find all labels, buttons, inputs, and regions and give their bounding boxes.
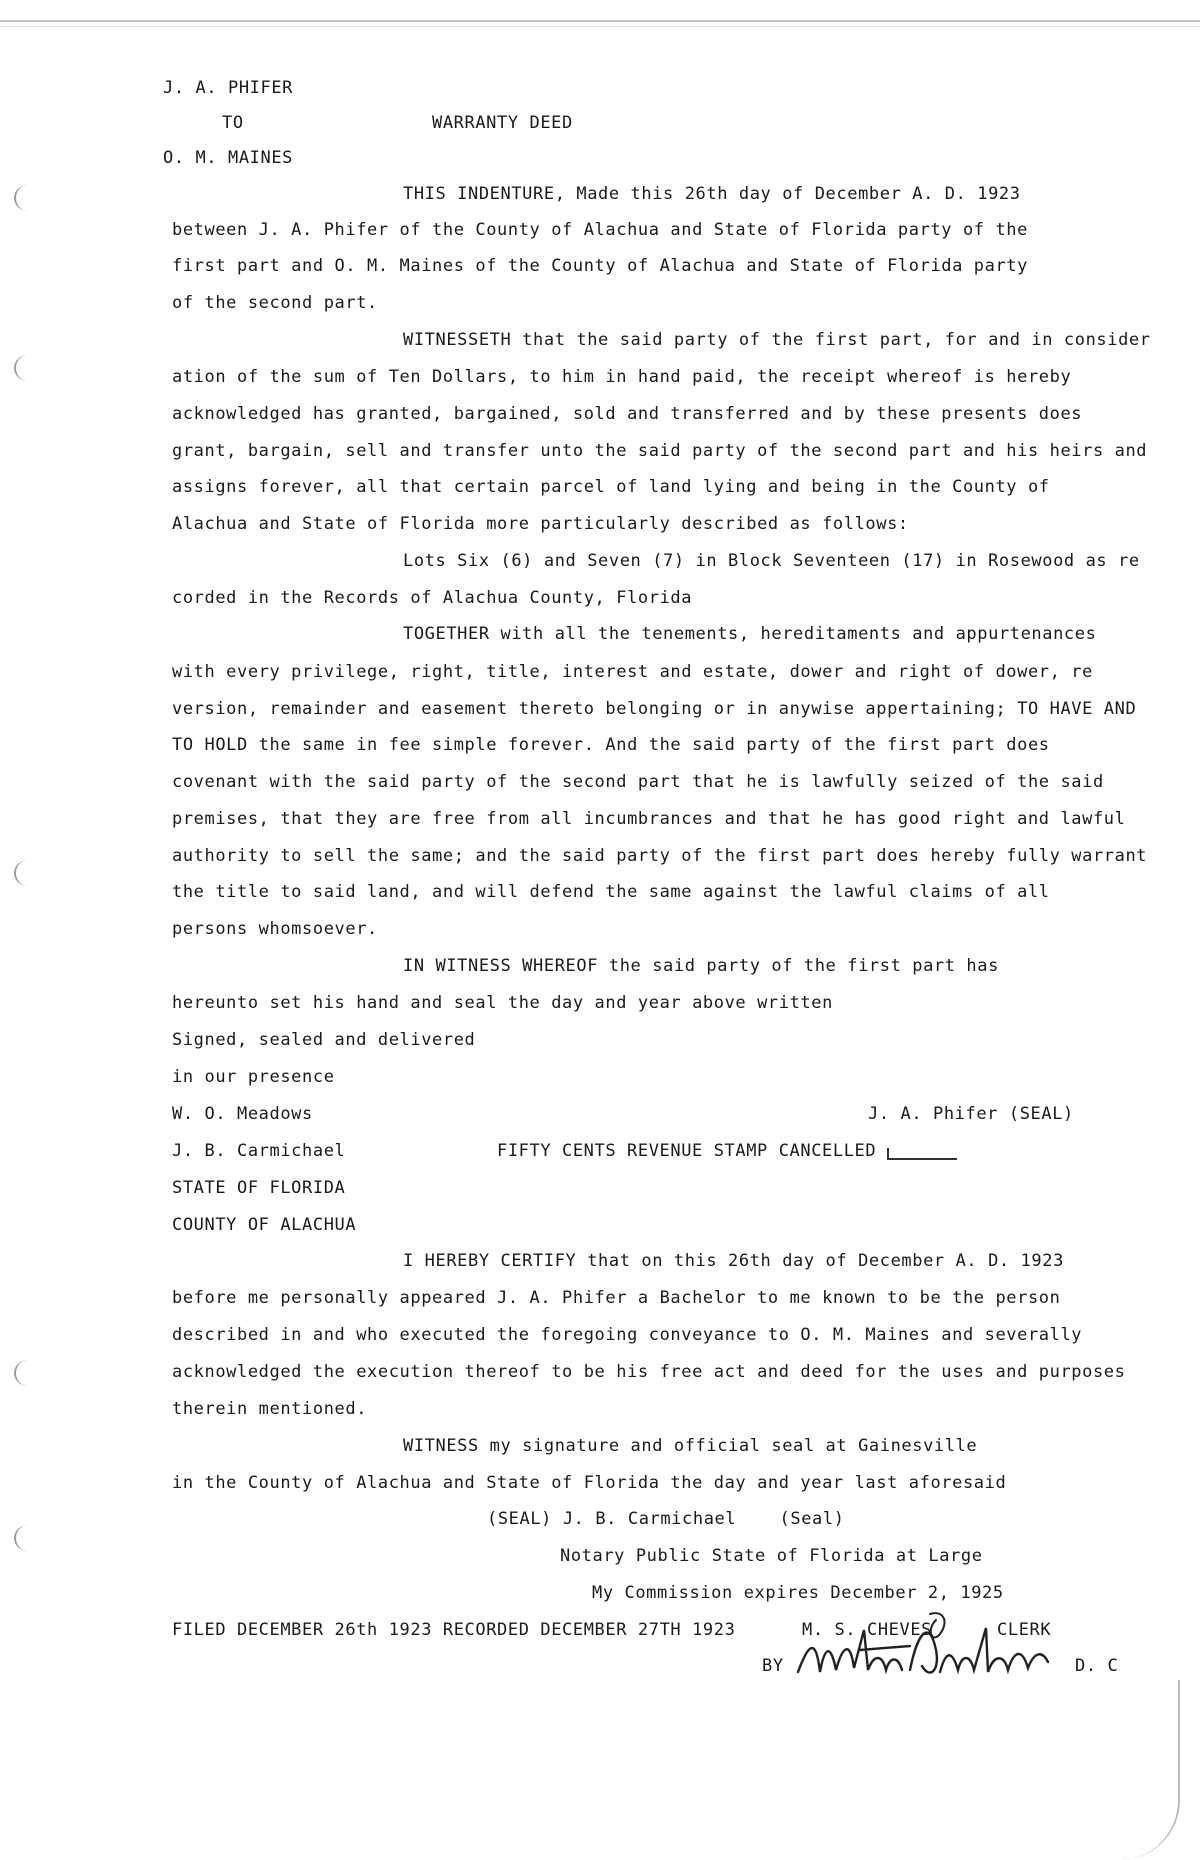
page-edge-curve	[1118, 1680, 1180, 1860]
witness-line: in the County of Alachua and State of Florida the day and year last aforesaid	[172, 1473, 1007, 1493]
document-title: WARRANTY DEED	[432, 113, 573, 133]
body-line: IN WITNESS WHEREOF the said party of the first part has	[403, 956, 999, 976]
witness-name: W. O. Meadows	[172, 1104, 313, 1124]
notary-signature: (SEAL) J. B. Carmichael (Seal)	[487, 1509, 845, 1529]
grantor-name: J. A. PHIFER	[163, 78, 294, 98]
ack-line: acknowledged the execution thereof to be his free act and deed for the uses and purposes	[172, 1362, 1126, 1382]
notary-title: Notary Public State of Florida at Large	[560, 1546, 983, 1566]
body-line: Alachua and State of Florida more particularly described as follows:	[172, 514, 909, 534]
filing-record: FILED DECEMBER 26th 1923 RECORDED DECEMBER 27TH 1923	[172, 1620, 736, 1640]
commission-expiry: My Commission expires December 2, 1925	[592, 1583, 1004, 1603]
body-line: premises, that they are free from all incumbrances and that he has good right and lawful	[172, 809, 1126, 829]
body-line: of the second part.	[172, 293, 378, 313]
body-line: grant, bargain, sell and transfer unto the said party of the second part and his heirs and	[172, 441, 1148, 461]
top-rule-faint	[0, 26, 1200, 27]
body-line: acknowledged has granted, bargained, sold and transferred and by these presents does	[172, 404, 1083, 424]
revenue-stamp-note: FIFTY CENTS REVENUE STAMP CANCELLED	[497, 1141, 877, 1161]
venue-county: COUNTY OF ALACHUA	[172, 1215, 357, 1235]
witness-line: WITNESS my signature and official seal at Gainesville	[403, 1436, 978, 1456]
body-line: hereunto set his hand and seal the day and year above written	[172, 993, 833, 1013]
punch-hole-mark	[14, 860, 42, 886]
body-line: first part and O. M. Maines of the County of Alachua and State of Florida party	[172, 256, 1028, 276]
body-line: persons whomsoever.	[172, 919, 378, 939]
body-line: Signed, sealed and delivered	[172, 1030, 476, 1050]
deputy-clerk-label: D. C	[1075, 1656, 1119, 1676]
body-line: in our presence	[172, 1067, 335, 1087]
punch-hole-mark	[14, 1525, 42, 1551]
body-line: with every privilege, right, title, interest and estate, dower and right of dower, re	[172, 662, 1093, 682]
top-rule	[0, 20, 1200, 22]
clerk-name: M. S. CHEVES CLERK	[802, 1620, 1052, 1640]
ack-line: before me personally appeared J. A. Phifer a Bachelor to me known to be the person	[172, 1288, 1061, 1308]
body-line: WITNESSETH that the said party of the first part, for and in consider	[403, 330, 1151, 350]
punch-hole-mark	[14, 185, 42, 211]
legal-description: Lots Six (6) and Seven (7) in Block Seventeen (17) in Rosewood as re	[403, 551, 1140, 571]
legal-description: corded in the Records of Alachua County, Florida	[172, 588, 693, 608]
by-label: BY	[762, 1656, 784, 1676]
body-line: TOGETHER with all the tenements, hereditaments and appurtenances	[403, 624, 1097, 644]
ack-line: therein mentioned.	[172, 1399, 368, 1419]
stamp-mark	[887, 1158, 957, 1160]
body-line: covenant with the said party of the second part that he is lawfully seized of the said	[172, 772, 1104, 792]
handwritten-signature	[790, 1610, 1060, 1690]
body-line: TO HOLD the same in fee simple forever. And the said party of the first part does	[172, 735, 1050, 755]
venue-state: STATE OF FLORIDA	[172, 1178, 346, 1198]
body-line: authority to sell the same; and the said party of the first part does hereby fully warrant	[172, 846, 1148, 866]
body-line: the title to said land, and will defend the same against the lawful claims of all	[172, 882, 1050, 902]
witness-name: J. B. Carmichael	[172, 1141, 346, 1161]
grantee-name: O. M. MAINES	[163, 148, 294, 168]
body-line: version, remainder and easement thereto belonging or in anywise appertaining; TO HAVE AND	[172, 699, 1137, 719]
to-label: TO	[222, 113, 244, 133]
body-line: between J. A. Phifer of the County of Alachua and State of Florida party of the	[172, 220, 1028, 240]
grantor-signature: J. A. Phifer (SEAL)	[868, 1104, 1074, 1124]
ack-line: described in and who executed the foregoing conveyance to O. M. Maines and severally	[172, 1325, 1083, 1345]
body-line: ation of the sum of Ten Dollars, to him in hand paid, the receipt whereof is hereby	[172, 367, 1072, 387]
body-line: assigns forever, all that certain parcel of land lying and being in the County of	[172, 477, 1050, 497]
punch-hole-mark	[14, 1360, 42, 1386]
punch-hole-mark	[14, 355, 42, 381]
body-line: THIS INDENTURE, Made this 26th day of December A. D. 1923	[403, 184, 1021, 204]
ack-line: I HEREBY CERTIFY that on this 26th day of December A. D. 1923	[403, 1251, 1064, 1271]
